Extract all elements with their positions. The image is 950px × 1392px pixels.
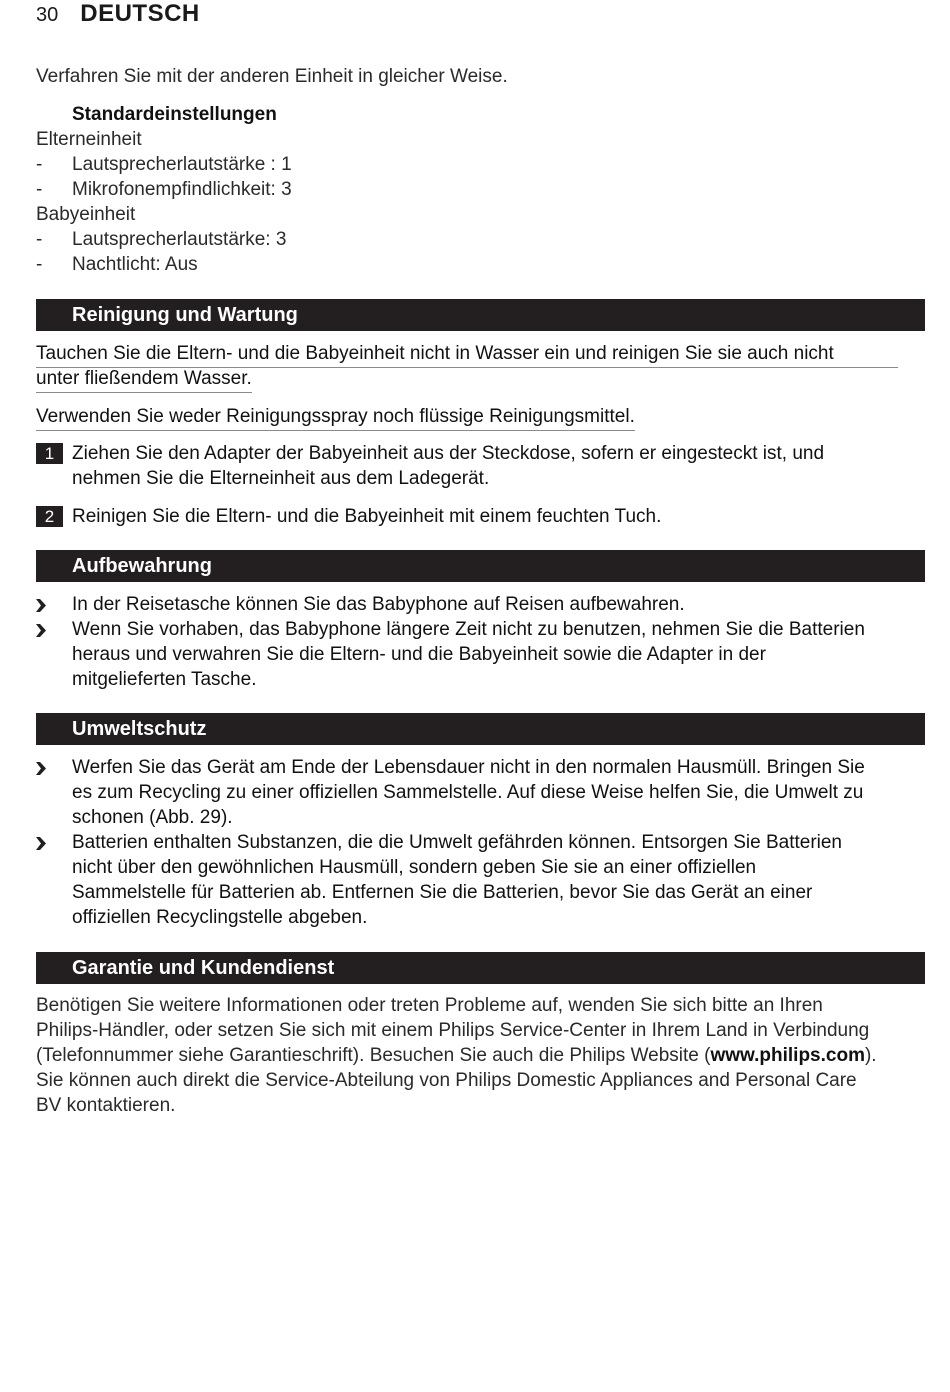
bullet-line: schonen (Abb. 29). — [72, 807, 233, 828]
step-number: 2 — [36, 506, 63, 527]
bullet-text — [72, 617, 925, 692]
section-title: Reinigung und Wartung — [72, 304, 298, 326]
philips-website-link[interactable]: www.philips.com — [710, 1045, 865, 1066]
bullet-line: In der Reisetasche können Sie das Babyphone auf Reisen aufbewahren. — [72, 594, 685, 615]
step-text — [72, 441, 925, 491]
step-text-line: Reinigen Sie die Eltern- und die Babyeinheit mit einem feuchten Tuch. — [72, 506, 662, 527]
bullet-text — [72, 830, 925, 930]
bullet-line: offiziellen Recyclingstelle abgeben. — [72, 907, 368, 928]
warning-line-water: Tauchen Sie die Eltern- und die Babyeinheit nicht in Wasser ein und reinigen Sie sie auch nicht — [36, 341, 898, 368]
setting-text: Mikrofonempfindlichkeit: 3 — [72, 179, 292, 200]
environment-bullet-2 — [36, 830, 925, 930]
section-bar-storage — [36, 550, 925, 582]
setting-text: Nachtlicht: Aus — [72, 254, 198, 275]
step-number: 1 — [36, 443, 63, 464]
warning-cleaning-agents: Verwenden Sie weder Reinigungsspray noch flüssige Reinigungsmittel. — [36, 404, 635, 431]
step-text — [72, 504, 925, 529]
bullet-line: Batterien enthalten Substanzen, die die Umwelt gefährden können. Entsorgen Sie Batterien — [72, 832, 843, 853]
page-number: 30 — [36, 4, 59, 26]
paragraph-line: BV kontaktieren. — [36, 1095, 176, 1116]
bullet-line: es zum Recycling zu einer offiziellen Sammelstelle. Auf diese Weise helfen Sie, die Umwelt zu — [72, 782, 864, 803]
defaults-heading: Standardeinstellungen — [72, 104, 277, 125]
bullet-arrow-icon — [36, 599, 46, 612]
section-title: Aufbewahrung — [72, 555, 212, 577]
bullet-line: Werfen Sie das Gerät am Ende der Lebensdauer nicht in den normalen Hausmüll. Bringen Sie — [72, 757, 865, 778]
section-bar-environment — [36, 713, 925, 745]
paragraph-text: ). — [864, 1045, 877, 1066]
dash-marker: - — [36, 254, 43, 275]
paragraph-text: (Telefonnummer siehe Garantieschrift). Besuchen Sie auch die Philips Website ( — [36, 1045, 711, 1066]
setting-text: Lautsprecherlautstärke: 3 — [72, 229, 287, 250]
bullet-line: heraus und verwahren Sie die Eltern- und die Babyeinheit sowie die Adapter in der — [72, 644, 766, 665]
step-2 — [36, 504, 925, 529]
paragraph-line — [36, 1043, 916, 1068]
intro-text: Verfahren Sie mit der anderen Einheit in gleicher Weise. — [36, 66, 508, 87]
storage-bullet-2 — [36, 617, 925, 692]
page-header — [36, 0, 200, 28]
bullet-arrow-icon — [36, 762, 46, 775]
step-text-line: Ziehen Sie den Adapter der Babyeinheit aus der Steckdose, sofern er eingesteckt ist, und — [72, 443, 825, 464]
bullet-text — [72, 755, 925, 830]
bullet-line: mitgelieferten Tasche. — [72, 669, 257, 690]
bullet-line: Sammelstelle für Batterien ab. Entfernen Sie die Batterien, bevor Sie das Gerät an einer — [72, 882, 813, 903]
bullet-text — [72, 592, 925, 617]
paragraph-line: Philips-Händler, oder setzen Sie sich mit einem Philips Service-Center in Ihrem Land in Verbindung — [36, 1020, 870, 1041]
dash-marker: - — [36, 154, 43, 175]
environment-bullet-1 — [36, 755, 925, 830]
section-bar-cleaning — [36, 299, 925, 331]
paragraph-line: Benötigen Sie weitere Informationen oder treten Probleme auf, wenden Sie sich bitte an Ihren — [36, 995, 823, 1016]
paragraph-line: Sie können auch direkt die Service-Abteilung von Philips Domestic Appliances and Personal Care — [36, 1070, 857, 1091]
language-title: DEUTSCH — [80, 0, 200, 27]
warning-line-water-cont: unter fließendem Wasser. — [36, 366, 252, 393]
section-bar-warranty — [36, 952, 925, 984]
baby-unit-label: Babyeinheit — [36, 204, 136, 225]
step-1 — [36, 441, 925, 491]
bullet-arrow-icon — [36, 624, 46, 637]
warranty-paragraph — [36, 993, 916, 1118]
bullet-line: nicht über den gewöhnlichen Hausmüll, sondern geben Sie sie an einer offiziellen — [72, 857, 757, 878]
dash-marker: - — [36, 179, 43, 200]
section-title: Garantie und Kundendienst — [72, 957, 335, 979]
setting-text: Lautsprecherlautstärke : 1 — [72, 154, 292, 175]
dash-marker: - — [36, 229, 43, 250]
bullet-arrow-icon — [36, 837, 46, 850]
step-text-line: nehmen Sie die Elterneinheit aus dem Ladegerät. — [72, 468, 490, 489]
section-title: Umweltschutz — [72, 718, 207, 740]
storage-bullet-1 — [36, 592, 925, 617]
parent-unit-label: Elterneinheit — [36, 129, 142, 150]
bullet-line: Wenn Sie vorhaben, das Babyphone längere Zeit nicht zu benutzen, nehmen Sie die Batterien — [72, 619, 865, 640]
